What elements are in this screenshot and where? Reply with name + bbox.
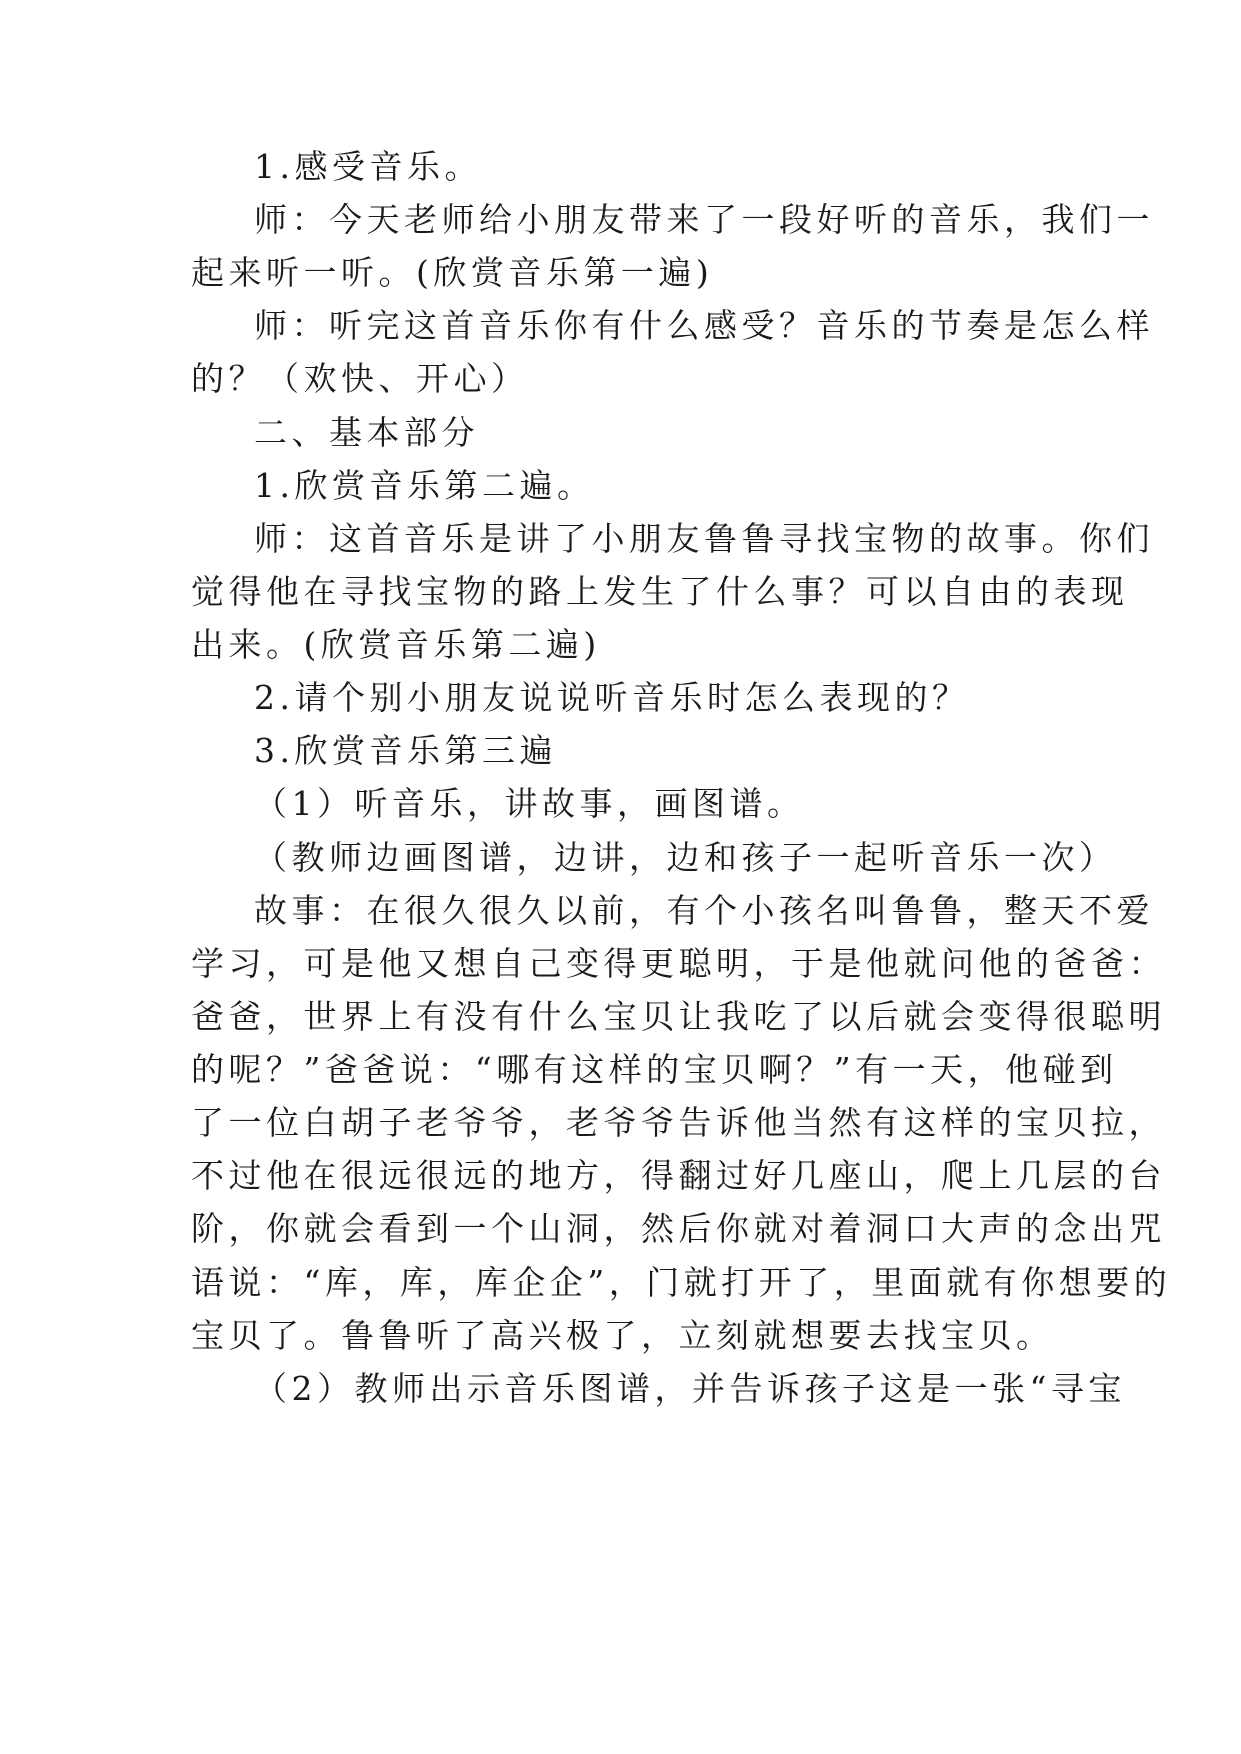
text-line-3: 起来听一听。(欣赏音乐第一遍) [191, 253, 714, 292]
text-line-24: （2）教师出示音乐图谱，并告诉孩子这是一张“寻宝 [254, 1369, 1126, 1408]
section-heading: 二、基本部分 [254, 413, 479, 452]
text-line-17: 爸爸，世界上有没有什么宝贝让我吃了以后就会变得很聪明 [191, 997, 1166, 1036]
text-line-19: 了一位白胡子老爷爷，老爷爷告诉他当然有这样的宝贝拉， [191, 1103, 1166, 1142]
text-line-7: 1.欣赏音乐第二遍。 [254, 466, 595, 505]
text-line-16: 学习，可是他又想自己变得更聪明，于是他就问他的爸爸： [191, 944, 1166, 983]
text-line-18: 的呢？”爸爸说：“哪有这样的宝贝啊？”有一天，他碰到 [191, 1050, 1118, 1089]
text-line-4: 师：听完这首音乐你有什么感受？音乐的节奏是怎么样 [254, 306, 1154, 345]
text-line-14: （教师边画图谱，边讲，边和孩子一起听音乐一次） [254, 838, 1117, 877]
text-line-15: 故事：在很久很久以前，有个小孩名叫鲁鲁，整天不爱 [254, 891, 1154, 930]
text-line-8: 师：这首音乐是讲了小朋友鲁鲁寻找宝物的故事。你们 [254, 519, 1154, 558]
text-line-20: 不过他在很远很远的地方，得翻过好几座山，爬上几层的台 [191, 1156, 1166, 1195]
text-line-2: 师：今天老师给小朋友带来了一段好听的音乐，我们一 [254, 200, 1154, 239]
text-line-1: 1.感受音乐。 [254, 147, 482, 186]
text-line-5: 的？（欢快、开心） [191, 359, 529, 398]
text-line-10: 出来。(欣赏音乐第二遍) [191, 625, 601, 664]
text-line-22: 语说：“库，库，库企企”，门就打开了，里面就有你想要的 [191, 1263, 1172, 1302]
text-line-11: 2.请个别小朋友说说听音乐时怎么表现的？ [254, 678, 970, 717]
text-line-23: 宝贝了。鲁鲁听了高兴极了，立刻就想要去找宝贝。 [191, 1316, 1054, 1355]
text-line-21: 阶，你就会看到一个山洞，然后你就对着洞口大声的念出咒 [191, 1209, 1166, 1248]
text-line-12: 3.欣赏音乐第三遍 [254, 731, 557, 770]
text-line-13: （1）听音乐，讲故事，画图谱。 [254, 784, 805, 823]
text-line-9: 觉得他在寻找宝物的路上发生了什么事？可以自由的表现 [191, 572, 1129, 611]
